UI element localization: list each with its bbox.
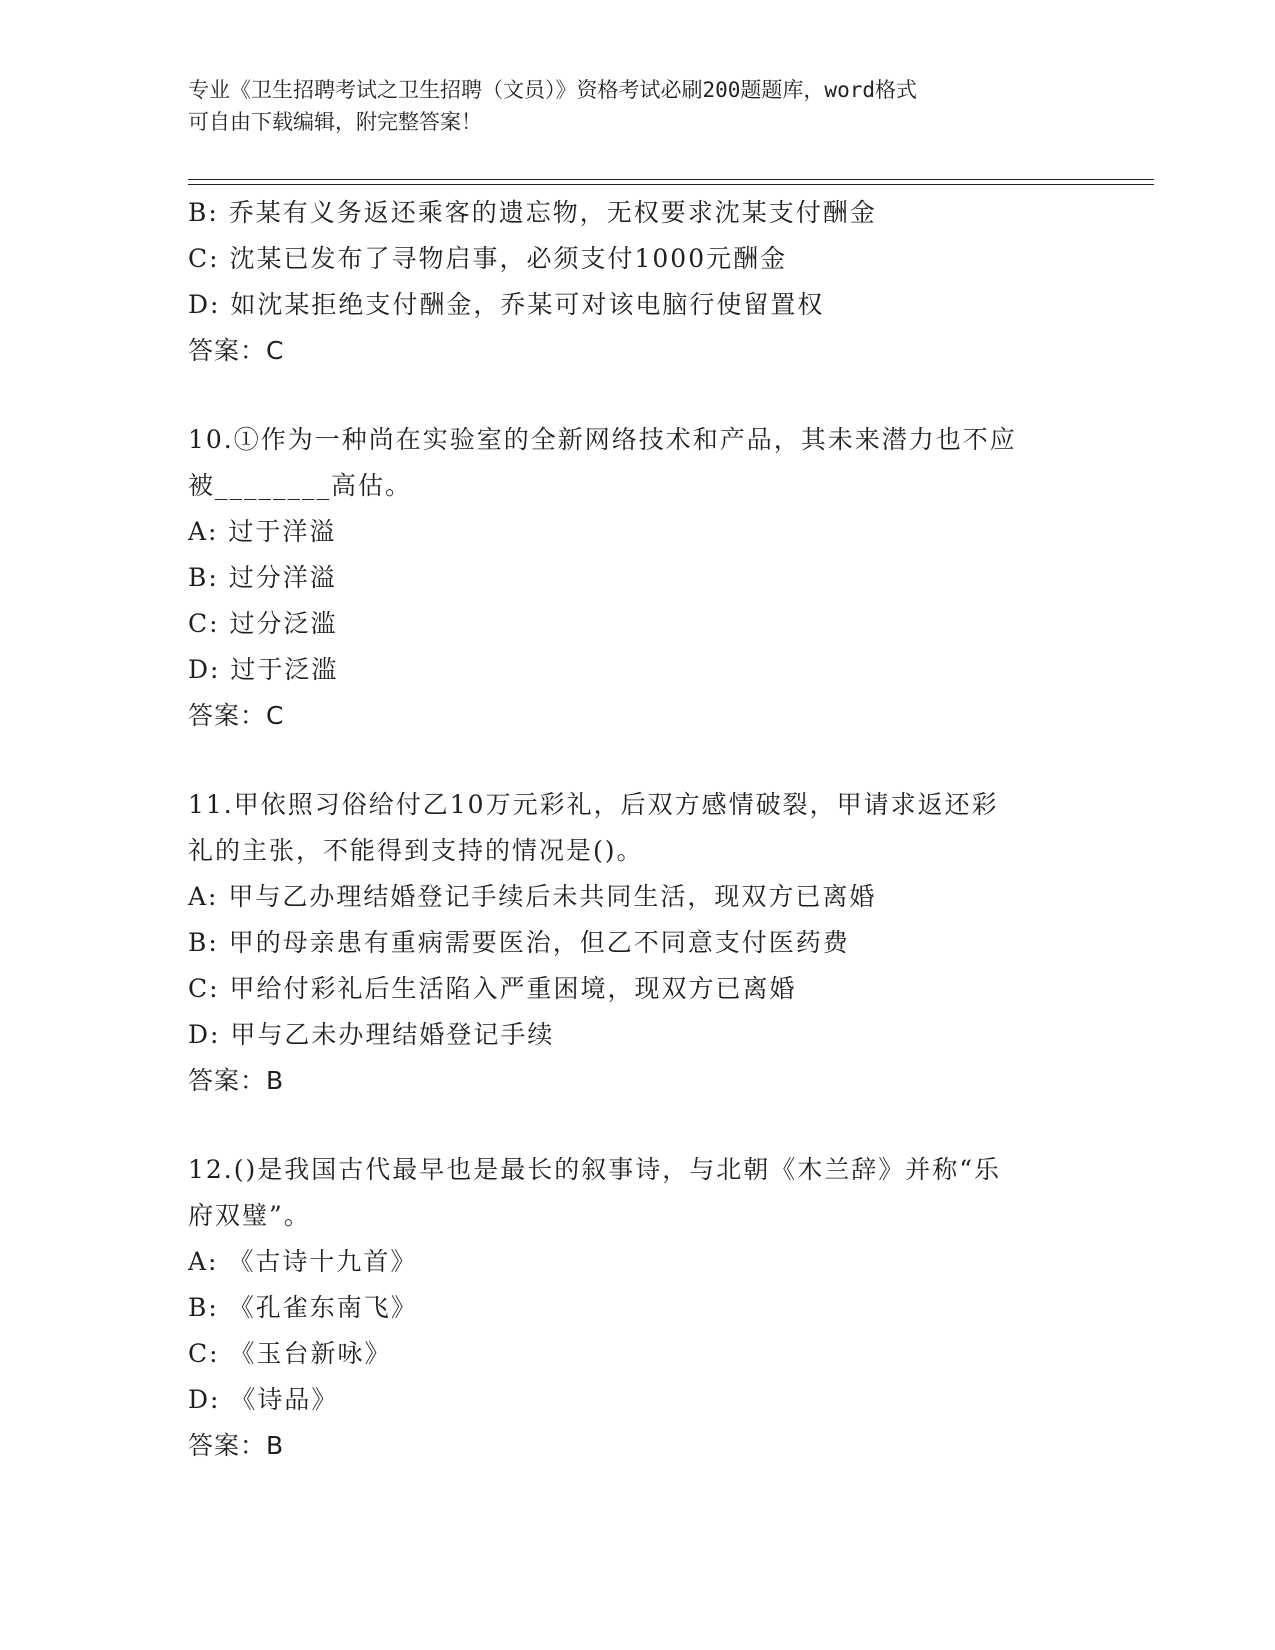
question-stem-line-2: 被________高估。 <box>188 471 413 500</box>
answer-line: 答案：B <box>188 1431 285 1460</box>
answer-line: 答案：C <box>188 701 285 730</box>
question-11 <box>188 782 1108 1104</box>
document-header <box>188 74 1088 138</box>
answer-line: 答案：B <box>188 1066 285 1095</box>
option-b: B: 《孔雀东南飞》 <box>188 1293 418 1322</box>
question-9-continued <box>188 190 1108 374</box>
option-d: D: 甲与乙未办理结婚登记手续 <box>188 1020 555 1049</box>
option-b: B: 乔某有义务返还乘客的遗忘物，无权要求沈某支付酬金 <box>188 198 877 227</box>
question-stem-line-2: 府双璧”。 <box>188 1201 311 1230</box>
option-a: A: 《古诗十九首》 <box>188 1247 418 1276</box>
question-stem-line-1: 12.()是我国古代最早也是最长的叙事诗，与北朝《木兰辞》并称“乐 <box>188 1155 1002 1184</box>
header-line-2: 可自由下载编辑，附完整答案！ <box>188 110 482 134</box>
option-c: C: 《玉台新咏》 <box>188 1339 392 1368</box>
option-b: B: 过分洋溢 <box>188 563 337 592</box>
option-a: A: 过于洋溢 <box>188 517 337 546</box>
question-list <box>188 190 1108 1469</box>
option-c: C: 过分泛滥 <box>188 609 338 638</box>
question-stem-line-2: 礼的主张，不能得到支持的情况是()。 <box>188 836 644 865</box>
option-a: A: 甲与乙办理结婚登记手续后未共同生活，现双方已离婚 <box>188 882 877 911</box>
header-line-1: 专业《卫生招聘考试之卫生招聘（文员）》资格考试必刷200题题库，word格式 <box>188 78 917 102</box>
question-10 <box>188 417 1108 739</box>
question-stem-line-1: 11.甲依照习俗给付乙10万元彩礼，后双方感情破裂，甲请求返还彩 <box>188 790 999 819</box>
option-d: D: 过于泛滥 <box>188 655 339 684</box>
option-b: B: 甲的母亲患有重病需要医治，但乙不同意支付医药费 <box>188 928 850 957</box>
option-c: C: 甲给付彩礼后生活陷入严重困境，现双方已离婚 <box>188 974 797 1003</box>
option-c: C: 沈某已发布了寻物启事，必须支付1000元酬金 <box>188 244 788 273</box>
question-stem-line-1: 10.①作为一种尚在实验室的全新网络技术和产品，其未来潜力也不应 <box>188 425 1017 454</box>
question-12 <box>188 1147 1108 1469</box>
option-d: D: 如沈某拒绝支付酬金，乔某可对该电脑行使留置权 <box>188 290 825 319</box>
answer-line: 答案：C <box>188 336 285 365</box>
header-divider-bottom <box>188 184 1154 185</box>
header-divider-top <box>188 179 1154 180</box>
option-d: D: 《诗品》 <box>188 1385 339 1414</box>
